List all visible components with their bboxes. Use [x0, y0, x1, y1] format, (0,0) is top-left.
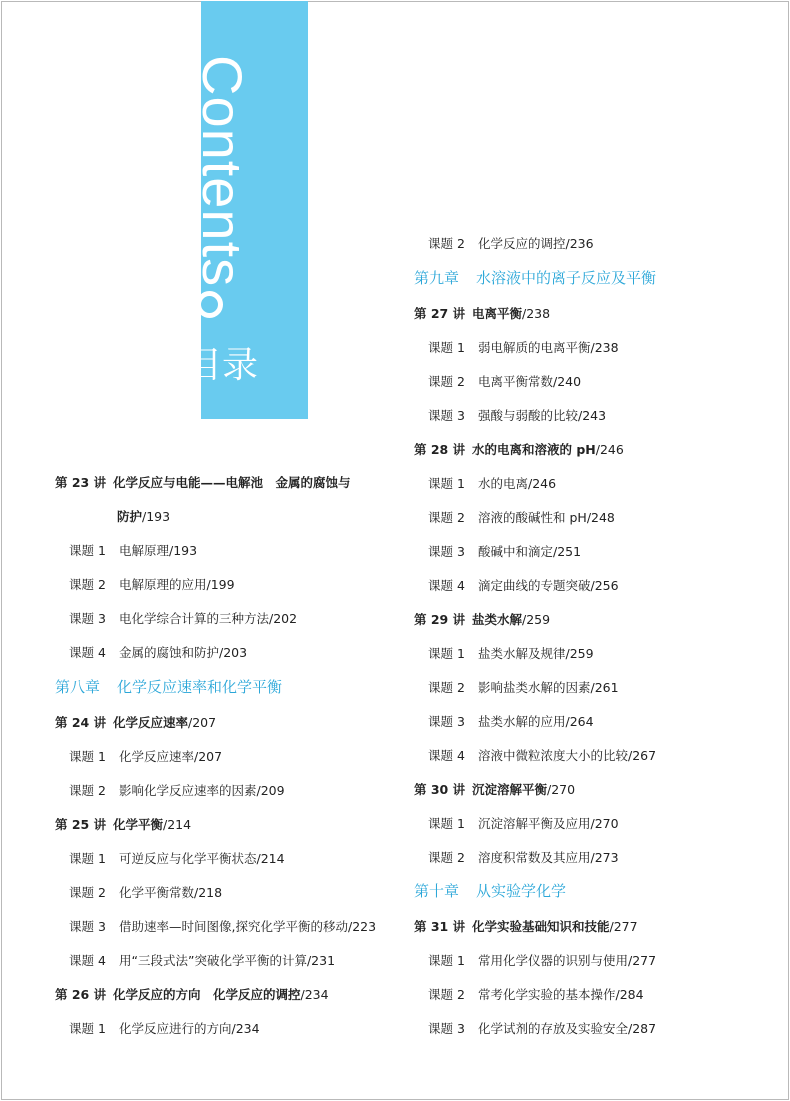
toc-entry-number: 课题 2: [428, 850, 465, 865]
toc-entry-page: /243: [578, 408, 607, 423]
toc-entry-number: 第 25 讲: [55, 817, 107, 832]
toc-topic-entry: [428, 374, 581, 390]
toc-topic-entry: [428, 1021, 656, 1037]
toc-topic-entry: [69, 543, 197, 559]
toc-chapter-entry: [55, 679, 282, 695]
toc-entry-number: 课题 2: [69, 783, 106, 798]
toc-entry-page: /287: [628, 1021, 657, 1036]
toc-topic-entry: [428, 578, 619, 594]
toc-entry-page: /223: [347, 919, 377, 934]
toc-entry-title: 滴定曲线的专题突破: [478, 578, 591, 593]
toc-entry-number: 课题 4: [428, 748, 465, 763]
toc-entry-title: 化学反应的调控: [478, 236, 566, 251]
toc-entry-title: 盐类水解的应用: [478, 714, 566, 729]
toc-entry-title: 化学实验基础知识和技能: [472, 919, 610, 934]
toc-topic-entry: [428, 476, 556, 492]
toc-entry-title: 电解原理的应用: [119, 577, 207, 592]
toc-lecture-entry: [55, 475, 351, 491]
toc-entry-title: 沉淀溶解平衡: [472, 782, 548, 797]
toc-entry-title: 金属的腐蚀和防护: [119, 645, 220, 660]
toc-entry-page: /273: [590, 850, 619, 865]
toc-entry-page: /236: [565, 236, 594, 251]
toc-entry-title: 电解原理: [119, 543, 170, 558]
toc-entry-number: 课题 2: [428, 374, 465, 389]
toc-topic-entry: [428, 816, 619, 832]
toc-entry-page: /270: [590, 816, 619, 831]
toc-entry-page: /207: [194, 749, 223, 764]
toc-lecture-entry: [55, 817, 191, 833]
toc-entry-number: 第 31 讲: [414, 919, 466, 934]
toc-entry-number: 课题 3: [428, 544, 465, 559]
toc-entry-number: 第 29 讲: [414, 612, 466, 627]
toc-entry-number: 课题 3: [69, 611, 106, 626]
toc-entry-title: 可逆反应与化学平衡状态: [119, 851, 257, 866]
toc-topic-entry: [428, 987, 644, 1003]
toc-entry-title: 常用化学仪器的识别与使用: [478, 953, 629, 968]
toc-entry-number: 第 26 讲: [55, 987, 107, 1002]
toc-topic-entry: [428, 510, 615, 526]
toc-entry-page: /202: [269, 611, 298, 626]
toc-topic-entry: [69, 885, 222, 901]
toc-topic-entry: [69, 1021, 260, 1037]
toc-entry-number: 课题 1: [69, 851, 106, 866]
toc-entry-page: /207: [188, 715, 217, 730]
toc-entry-page: /256: [590, 578, 619, 593]
toc-entry-number: 课题 1: [428, 476, 465, 491]
toc-entry-title: 强酸与弱酸的比较: [478, 408, 579, 423]
toc-chapter-entry: [414, 270, 656, 286]
toc-entry-number: 课题 3: [428, 1021, 465, 1036]
toc-entry-number: 课题 1: [69, 543, 106, 558]
toc-topic-entry: [428, 680, 619, 696]
toc-entry-page: /231: [306, 953, 336, 968]
toc-entry-page: /234: [231, 1021, 260, 1036]
mulu-heading: 目录: [185, 345, 259, 387]
toc-entry-page: /246: [595, 442, 624, 457]
toc-topic-entry: [69, 645, 247, 661]
toc-entry-title: 盐类水解: [472, 612, 523, 627]
toc-topic-entry: [69, 953, 335, 969]
toc-topic-entry: [69, 783, 285, 799]
toc-entry-number: 课题 2: [428, 236, 465, 251]
toc-entry-title: 沉淀溶解平衡及应用: [478, 816, 591, 831]
toc-entry-number: 课题 1: [69, 749, 106, 764]
toc-entry-number: 课题 1: [428, 816, 465, 831]
toc-topic-entry: [428, 953, 656, 969]
toc-topic-entry: [428, 408, 606, 424]
toc-topic-entry: [428, 236, 594, 252]
toc-entry-number: 课题 3: [69, 919, 106, 934]
toc-entry-number: 课题 1: [428, 646, 465, 661]
toc-entry-number: 课题 3: [428, 714, 465, 729]
toc-entry-title: 化学试剂的存放及实验安全: [478, 1021, 629, 1036]
toc-entry-title: 常考化学实验的基本操作: [478, 987, 616, 1002]
banner-title: [185, 55, 259, 408]
toc-entry-title: 化学反应速率: [113, 715, 189, 730]
toc-entry-title: 酸碱中和滴定: [478, 544, 554, 559]
toc-entry-page: /209: [256, 783, 285, 798]
toc-entry-page: /199: [206, 577, 235, 592]
toc-entry-page: /259: [565, 646, 594, 661]
toc-entry-title: 影响化学反应速率的因素: [119, 783, 257, 798]
toc-topic-entry: [69, 749, 222, 765]
toc-entry-title: 化学反应的方向 化学反应的调控: [113, 987, 301, 1002]
toc-entry-title: 溶液的酸碱性和 pH: [478, 510, 587, 525]
toc-entry-page: /261: [590, 680, 619, 695]
toc-topic-entry: [428, 748, 656, 764]
toc-entry-title: 化学反应与电能——电解池 金属的腐蚀与: [113, 475, 351, 490]
toc-entry-page: /284: [615, 987, 644, 1002]
contents-heading: Contents: [191, 55, 254, 288]
toc-entry-title: 防护: [117, 509, 143, 524]
toc-topic-entry: [69, 611, 297, 627]
toc-topic-entry: [69, 919, 376, 935]
toc-entry-title: 化学反应速率: [119, 749, 195, 764]
toc-entry-title: 电化学综合计算的三种方法: [119, 611, 270, 626]
toc-topic-entry: [428, 544, 581, 560]
toc-entry-title: 化学平衡常数: [119, 885, 195, 900]
toc-entry-page: /267: [628, 748, 657, 763]
toc-entry-title: 电离平衡: [472, 306, 523, 321]
toc-entry-page: /214: [256, 851, 285, 866]
toc-lecture-entry: [55, 987, 329, 1003]
toc-chapter-entry: [414, 883, 566, 899]
toc-entry-page: /193: [169, 543, 198, 558]
toc-entry-page: /264: [565, 714, 594, 729]
toc-entry-number: 课题 4: [69, 953, 106, 968]
toc-entry-page: /248: [586, 510, 615, 525]
toc-entry-number: 课题 1: [428, 340, 465, 355]
toc-topic-entry: [428, 714, 594, 730]
toc-entry-page: /238: [590, 340, 619, 355]
toc-lecture-entry: [414, 612, 550, 628]
toc-lecture-entry: [414, 306, 550, 322]
toc-entry-title: 弱电解质的电离平衡: [478, 340, 591, 355]
toc-entry-title: 用“三段式法”突破化学平衡的计算: [119, 953, 307, 968]
toc-entry-title: 溶度积常数及其应用: [478, 850, 591, 865]
toc-topic-entry: [69, 577, 235, 593]
toc-entry-page: /218: [194, 885, 223, 900]
toc-entry-title: 电离平衡常数: [478, 374, 554, 389]
toc-entry-page: /277: [628, 953, 657, 968]
toc-entry-number: 课题 4: [69, 645, 106, 660]
toc-entry-number: 第 24 讲: [55, 715, 107, 730]
toc-entry-number: 第八章: [55, 678, 101, 696]
toc-topic-entry: [69, 851, 285, 867]
toc-entry-page: /203: [219, 645, 248, 660]
toc-entry-page: /214: [163, 817, 192, 832]
toc-entry-number: 第十章: [414, 882, 460, 900]
toc-entry-number: 课题 2: [69, 885, 106, 900]
toc-entry-number: 第 28 讲: [414, 442, 466, 457]
toc-entry-number: 第 27 讲: [414, 306, 466, 321]
toc-entry-title: 影响盐类水解的因素: [478, 680, 591, 695]
toc-entry-page: /277: [609, 919, 638, 934]
toc-entry-title: 化学反应进行的方向: [119, 1021, 232, 1036]
toc-entry-number: 课题 2: [428, 987, 465, 1002]
toc-entry-title: 盐类水解及规律: [478, 646, 566, 661]
toc-entry-title: 水溶液中的离子反应及平衡: [476, 269, 657, 287]
toc-entry-number: 课题 2: [69, 577, 106, 592]
toc-entry-number: 课题 3: [428, 408, 465, 423]
toc-topic-entry: [428, 340, 619, 356]
toc-entry-page: /240: [553, 374, 582, 389]
toc-entry-title: 水的电离: [478, 476, 529, 491]
toc-lecture-entry: [55, 715, 216, 731]
toc-entry-page: /234: [300, 987, 329, 1002]
toc-entry-title: 水的电离和溶液的 pH: [472, 442, 596, 457]
toc-entry-number: 课题 4: [428, 578, 465, 593]
toc-topic-entry: [428, 850, 619, 866]
toc-topic-entry: [428, 646, 594, 662]
toc-cont-entry: [117, 509, 170, 525]
toc-lecture-entry: [414, 442, 624, 458]
toc-entry-title: 溶液中微粒浓度大小的比较: [478, 748, 629, 763]
ring-ornament-icon: [197, 291, 224, 318]
toc-entry-number: 第 30 讲: [414, 782, 466, 797]
toc-entry-page: /238: [522, 306, 551, 321]
toc-entry-number: 第 23 讲: [55, 475, 107, 490]
toc-entry-number: 第九章: [414, 269, 460, 287]
toc-entry-title: 化学反应速率和化学平衡: [117, 678, 283, 696]
toc-entry-title: 借助速率—时间图像,探究化学平衡的移动: [119, 919, 348, 934]
toc-entry-title: 化学平衡: [113, 817, 164, 832]
toc-lecture-entry: [414, 782, 575, 798]
toc-lecture-entry: [414, 919, 638, 935]
toc-entry-page: /259: [522, 612, 551, 627]
toc-entry-page: /193: [142, 509, 171, 524]
toc-entry-number: 课题 2: [428, 680, 465, 695]
toc-entry-page: /270: [547, 782, 576, 797]
toc-entry-page: /251: [553, 544, 582, 559]
toc-entry-page: /246: [528, 476, 557, 491]
toc-entry-number: 课题 1: [428, 953, 465, 968]
toc-entry-title: 从实验学化学: [476, 882, 567, 900]
toc-entry-number: 课题 2: [428, 510, 465, 525]
toc-entry-number: 课题 1: [69, 1021, 106, 1036]
